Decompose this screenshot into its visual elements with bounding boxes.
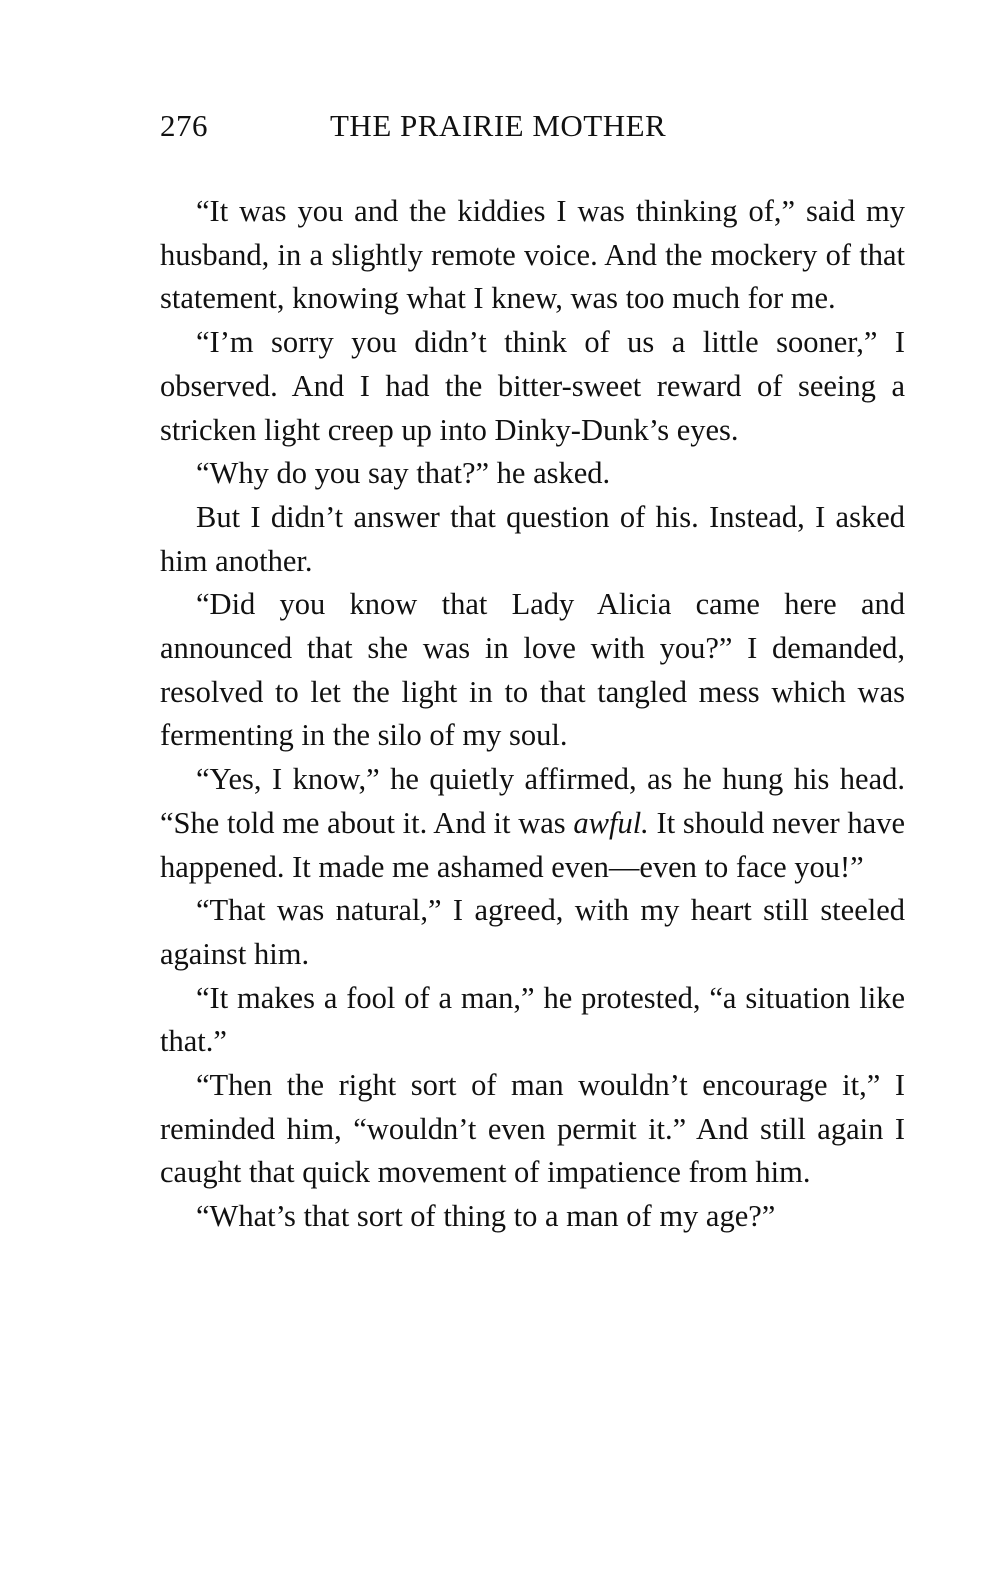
page-number: 276 xyxy=(160,108,208,143)
paragraph: “What’s that sort of thing to a man of my age?” xyxy=(196,1199,776,1234)
paragraph: “I’m sorry you didn’t think of us a little sooner,” I observed. And I had the bitter-sweet reward of seeing a stricken light creep up into Dinky-Dunk’s eyes. xyxy=(160,325,905,447)
paragraph: But I didn’t answer that question of his. Instead, I asked him another. xyxy=(160,499,905,578)
paragraph: “That was natural,” I agreed, with my heart still steeled against him. xyxy=(160,893,905,971)
paragraph: “Then the right sort of man wouldn’t encourage it,” I reminded him, “wouldn’t even permit it.” And still again I caught that quick movement of impatience from him. xyxy=(160,1068,905,1190)
paragraph-text: “Yes, I know,” he quietly affirmed, as he hung his head. “She told me about it. And it was xyxy=(160,762,905,840)
emphasized-word: awful. xyxy=(573,805,649,840)
paragraph xyxy=(160,758,905,889)
running-title: THE PRAIRIE MOTHER xyxy=(330,108,667,143)
paragraph: “Did you know that Lady Alicia came here and announced that she was in love with you?” I demanded, resolved to let the light in to that tangled mess which was fermenting in the silo of my soul. xyxy=(160,587,905,753)
paragraph: “Why do you say that?” he asked. xyxy=(196,456,611,491)
paragraph-text: It should never have happened. It made me ashamed even—even to face you!” xyxy=(160,805,906,884)
paragraph: “It makes a fool of a man,” he protested, “a situation like that.” xyxy=(160,980,905,1059)
body-text xyxy=(160,190,905,1239)
page-header xyxy=(160,108,905,152)
paragraph: “It was you and the kiddies I was thinking of,” said my husband, in a slightly remote voice. And the mockery of that statement, knowing what I knew, was too much for me. xyxy=(160,194,905,316)
